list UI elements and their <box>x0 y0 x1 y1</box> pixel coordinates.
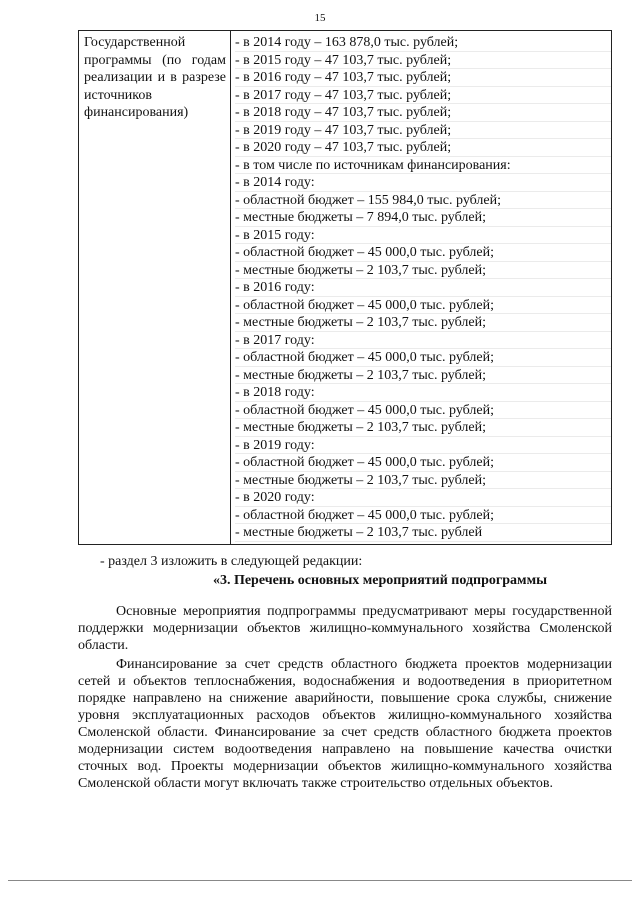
table-left-cell: Государственной программы (по годам реализации и в разрезе источников финансирования) <box>79 31 231 544</box>
table-line: - в 2018 году – 47 103,7 тыс. рублей; <box>235 104 611 122</box>
table-line: - в 2019 году: <box>235 437 611 455</box>
table-line: - в 2015 году – 47 103,7 тыс. рублей; <box>235 52 611 70</box>
table-line: - областной бюджет – 155 984,0 тыс. рублей; <box>235 192 611 210</box>
footer-divider <box>8 880 632 881</box>
table-line: - местные бюджеты – 2 103,7 тыс. рублей; <box>235 367 611 385</box>
table-line: - местные бюджеты – 2 103,7 тыс. рублей; <box>235 472 611 490</box>
section-body <box>78 553 612 792</box>
table-line: - областной бюджет – 45 000,0 тыс. рублей; <box>235 244 611 262</box>
table-line: - в 2017 году – 47 103,7 тыс. рублей; <box>235 87 611 105</box>
table-line: - областной бюджет – 45 000,0 тыс. рублей; <box>235 454 611 472</box>
section-heading: «3. Перечень основных мероприятий подпрограммы <box>212 573 548 588</box>
table-line: - местные бюджеты – 2 103,7 тыс. рублей; <box>235 419 611 437</box>
table-line: - в 2016 году – 47 103,7 тыс. рублей; <box>235 69 611 87</box>
table-line: - в 2020 году: <box>235 489 611 507</box>
page-number: 15 <box>314 12 326 24</box>
table-line: - областной бюджет – 45 000,0 тыс. рублей; <box>235 402 611 420</box>
table-line: - в 2015 году: <box>235 227 611 245</box>
paragraph: Основные мероприятия подпрограммы предусматривают меры государственной поддержки модернизации объектов жилищно-коммунального хозяйства Смоленской области. <box>78 604 612 653</box>
table-line: - в 2014 году: <box>235 174 611 192</box>
table-line: - областной бюджет – 45 000,0 тыс. рублей; <box>235 297 611 315</box>
paragraph: Финансирование за счет средств областного бюджета проектов модернизации сетей и объектов теплоснабжения, водоснабжения и водоотведения в приоритетном порядке направлено на снижение аварийности, повышение срока службы, снижение уровня эксплуатационных расходов объектов жилищно-коммунального хозяйства Смоленской области. Финансирование за счет средств областного бюджета проектов модернизации систем водоотведения направлено на повышение качества очистки сточных вод. Проекты модернизации объектов жилищно-коммунального хозяйства Смоленской области могут включать также строительство отдельных объектов. <box>78 657 612 791</box>
table-line: - местные бюджеты – 7 894,0 тыс. рублей; <box>235 209 611 227</box>
table-line: - в 2016 году: <box>235 279 611 297</box>
table-line: - в 2020 году – 47 103,7 тыс. рублей; <box>235 139 611 157</box>
table-line: - областной бюджет – 45 000,0 тыс. рублей; <box>235 349 611 367</box>
table-line: - в 2017 году: <box>235 332 611 350</box>
table-line: - в том числе по источникам финансирования: <box>235 157 611 175</box>
table-line: - местные бюджеты – 2 103,7 тыс. рублей <box>235 524 611 542</box>
table-line: - местные бюджеты – 2 103,7 тыс. рублей; <box>235 262 611 280</box>
table-line: - в 2014 году – 163 878,0 тыс. рублей; <box>235 34 611 52</box>
table-line: - в 2018 году: <box>235 384 611 402</box>
table-line: - местные бюджеты – 2 103,7 тыс. рублей; <box>235 314 611 332</box>
table-right-cell <box>231 31 611 544</box>
table-line: - в 2019 году – 47 103,7 тыс. рублей; <box>235 122 611 140</box>
section-intro: - раздел 3 изложить в следующей редакции: <box>100 554 363 569</box>
financing-table <box>78 30 612 545</box>
table-line: - областной бюджет – 45 000,0 тыс. рублей; <box>235 507 611 525</box>
